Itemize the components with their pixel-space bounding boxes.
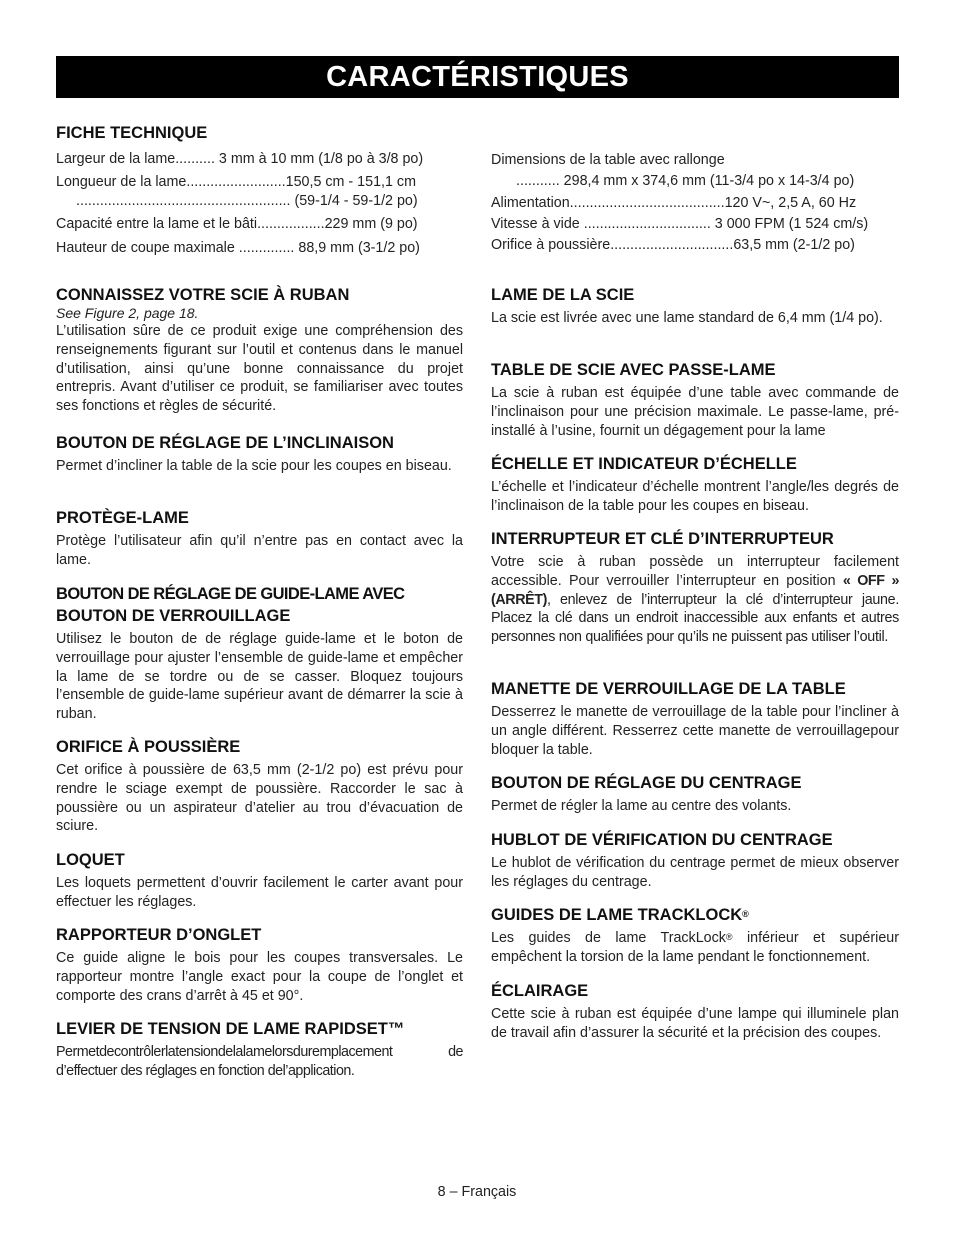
guides-section: [491, 905, 899, 967]
section-heading: LAME DE LA SCIE: [491, 286, 635, 304]
spec-row: Vitesse à vide ................................ 3 000 FPM (1 524 cm/s): [491, 216, 869, 232]
text-part: inférieur et supérieur empêchent la torsion de la lame pendant le fonctionnement.: [491, 930, 899, 965]
lame-section: [491, 285, 899, 328]
manette-section: [491, 679, 899, 759]
table-section: [491, 360, 899, 440]
section-text: L’échelle et l’indicateur d’échelle montrent l’angle/les degrés de l’inclinaison de la table pour les coupes en biseau.: [491, 479, 899, 514]
spec-row: Hauteur de coupe maximale .............. 88,9 mm (3-1/2 po): [56, 240, 420, 256]
spec-row: Longueur de la lame.........................150,5 cm - 151,1 cm: [56, 174, 416, 190]
hublot-section: [491, 830, 899, 892]
spec-row: Alimentation.......................................120 V~, 2,5 A, 60 Hz: [491, 195, 857, 211]
text-part: , enlevez de l’interrupteur la clé d’interrupteur jaune. Placez la clé dans un endroit inaccessible aux enfants et autres personnes non qualifiées pour qu’ils ne puissent pas utiliser l’outil.: [491, 591, 899, 646]
section-text: Permetdecontrôlerlatensiondelalamelorsduremplacement de d’effectuer des réglages en fonction del’application.: [56, 1044, 463, 1079]
section-heading: INTERRUPTEUR ET CLÉ D’INTERRUPTEUR: [491, 530, 834, 548]
section-text: Cet orifice à poussière de 63,5 mm (2-1/2 po) est prévu pour rendre le sciage exempt de poussière. Raccorder le sac à poussière ou un aspirateur d’atelier au trou d’évacuation de sciure.: [56, 762, 463, 835]
section-heading: ÉCHELLE ET INDICATEUR D’ÉCHELLE: [491, 455, 797, 473]
section-heading: LOQUET: [56, 851, 125, 869]
echelle-section: [491, 454, 899, 516]
section-text: [491, 929, 899, 967]
registered-mark: ®: [742, 909, 749, 919]
section-heading: TABLE DE SCIE AVEC PASSE-LAME: [491, 361, 776, 379]
section-heading: MANETTE DE VERROUILLAGE DE LA TABLE: [491, 680, 846, 698]
spec-row: Largeur de la lame.......... 3 mm à 10 mm (1/8 po à 3/8 po): [56, 151, 424, 167]
spec-row: ........... 298,4 mm x 374,6 mm (11-3/4 po x 14-3/4 po): [516, 173, 855, 189]
section-text: Permet d’incliner la table de la scie pour les coupes en biseau.: [56, 458, 452, 474]
section-text: Les loquets permettent d’ouvrir facilement le carter avant pour effectuer les réglages.: [56, 875, 463, 910]
levier-section: [56, 1019, 463, 1081]
interrupteur-section: [491, 529, 899, 647]
protege-lame-section: [56, 508, 463, 570]
section-heading: LEVIER DE TENSION DE LAME RAPIDSET™: [56, 1020, 405, 1038]
section-heading: BOUTON DE RÉGLAGE DE GUIDE-LAME AVEC: [56, 585, 405, 603]
fiche-technique-section: [56, 123, 463, 143]
spec-row: Dimensions de la table avec rallonge: [491, 152, 725, 168]
section-heading: PROTÈGE-LAME: [56, 509, 189, 527]
section-heading: [491, 905, 899, 925]
section-text: Desserrez le manette de verrouillage de la table pour l’incliner à un angle différent. Resserrez cette manette de verrouillagepour bloquer la table.: [491, 704, 899, 758]
section-heading: ORIFICE À POUSSIÈRE: [56, 738, 241, 756]
spec-row: Orifice à poussière...............................63,5 mm (2-1/2 po): [491, 237, 855, 253]
eclairage-section: [491, 981, 899, 1043]
rapporteur-section: [56, 925, 463, 1005]
text-part: Les guides de lame TrackLock: [491, 930, 726, 946]
section-text: La scie à ruban est équipée d’une table avec commande de l’inclinaison pour une précision maximale. Le passe-lame, pré-installé à l’usine, fournit un dégagement pour la lame: [491, 385, 899, 439]
figure-reference: See Figure 2, page 18.: [56, 305, 199, 321]
section-heading: BOUTON DE RÉGLAGE DU CENTRAGE: [491, 774, 802, 792]
section-heading: HUBLOT DE VÉRIFICATION DU CENTRAGE: [491, 831, 833, 849]
section-heading: BOUTON DE VERROUILLAGE: [56, 607, 291, 625]
registered-mark: ®: [725, 932, 733, 942]
section-heading: CONNAISSEZ VOTRE SCIE À RUBAN: [56, 286, 350, 304]
section-text: Le hublot de vérification du centrage permet de mieux observer les réglages du centrage.: [491, 855, 899, 890]
centrage-section: [491, 773, 899, 816]
guide-lame-section: [56, 584, 463, 724]
off-label: « OFF » (ARRÊT): [491, 572, 899, 608]
text-part: Votre scie à ruban possède un interrupteur facilement accessible. Pour verrouiller l’interrupteur en position: [491, 554, 899, 589]
section-text: La scie est livrée avec une lame standard de 6,4 mm (1/4 po).: [491, 310, 883, 326]
loquet-section: [56, 850, 463, 912]
spec-row: Capacité entre la lame et le bâti.................229 mm (9 po): [56, 216, 418, 232]
page-title: CARACTÉRISTIQUES: [56, 56, 899, 98]
page-footer: 8 – Français: [437, 1184, 517, 1200]
section-heading: RAPPORTEUR D’ONGLET: [56, 926, 262, 944]
connaissez-section: [56, 285, 463, 416]
orifice-section: [56, 737, 463, 836]
section-heading: BOUTON DE RÉGLAGE DE L’INCLINAISON: [56, 434, 394, 452]
section-text: Protège l’utilisateur afin qu’il n’entre pas en contact avec la lame.: [56, 533, 463, 568]
inclinaison-section: [56, 433, 463, 476]
section-text: [491, 553, 899, 647]
section-text: L’utilisation sûre de ce produit exige une compréhension des renseignements figurant sur l’outil et contenus dans le manuel d’utilisation, ainsi qu’une bonne connaissance du projet entrepris. Avant d’utiliser ce produit, se familiariser avec toutes ses fonctions et règles de sécurité.: [56, 323, 463, 415]
section-text: Ce guide aligne le bois pour les coupes transversales. Le rapporteur montre l’angle exact pour la coupe de l’onglet et comporte des crans d’arrêt à 45 et 90°.: [56, 950, 463, 1004]
section-text: Permet de régler la lame au centre des volants.: [491, 798, 792, 814]
heading-text: GUIDES DE LAME TRACKLOCK: [491, 906, 743, 924]
section-text: Utilisez le bouton de de réglage guide-lame et le boton de verrouillage pour ajuster l’ensemble de guide-lame et empêcher la lame de se tordre ou de se casser. Bloquez toujours l’ensemble de guide-lame supérieur avant de démarrer la scie à ruban.: [56, 631, 463, 723]
spec-row: ...................................................... (59-1/4 - 59-1/2 po): [76, 193, 418, 209]
fiche-technique-heading: FICHE TECHNIQUE: [56, 124, 208, 142]
section-text: Cette scie à ruban est équipée d’une lampe qui illuminele plan de travail afin d’assurer la sécurité et la précision des coupes.: [491, 1006, 899, 1041]
section-heading: ÉCLAIRAGE: [491, 982, 589, 1000]
